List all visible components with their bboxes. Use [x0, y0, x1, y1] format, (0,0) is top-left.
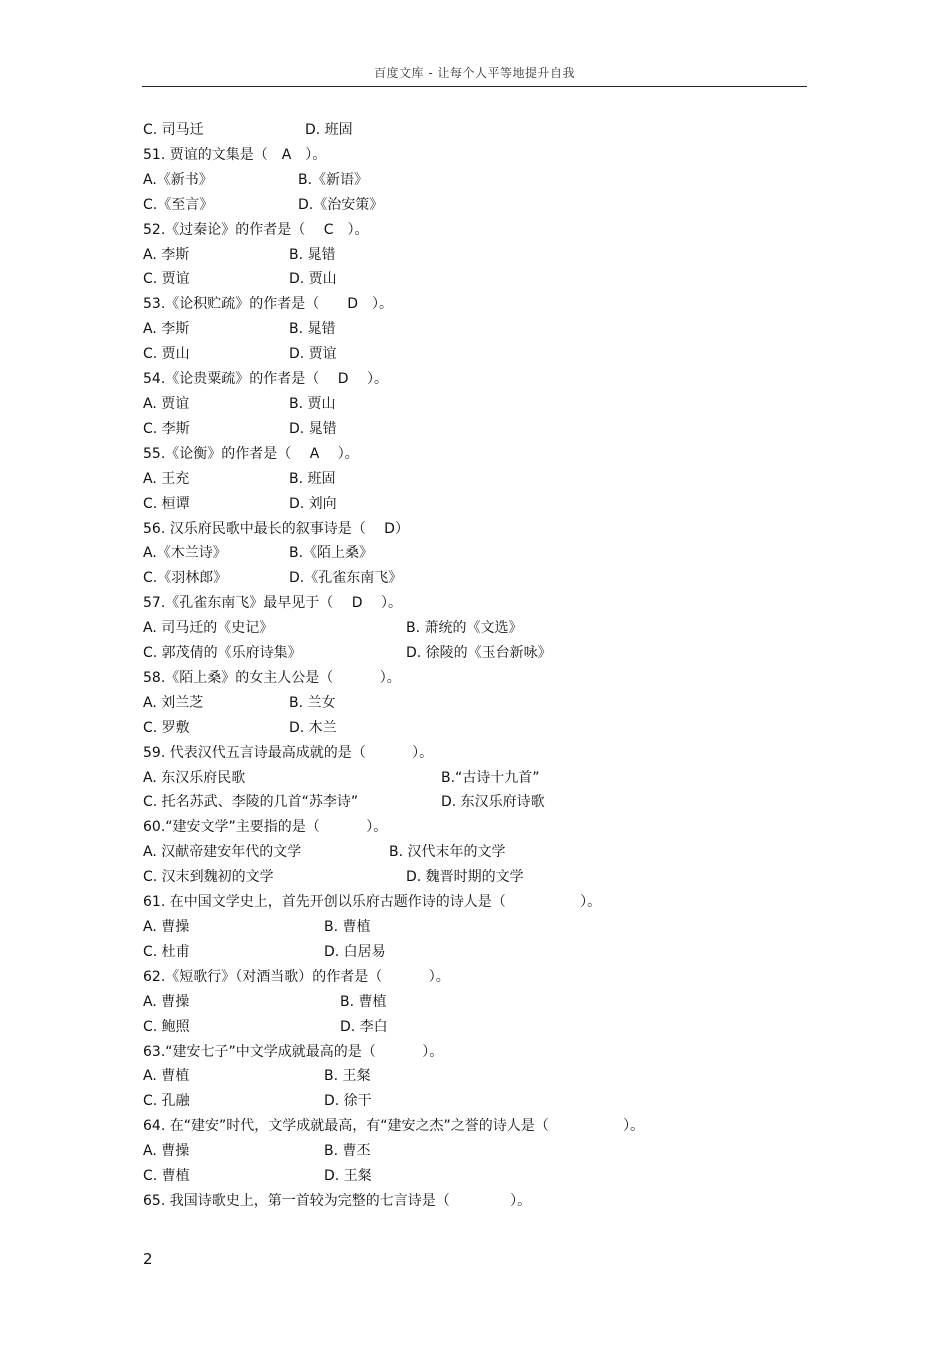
line-text: A. 贾谊: [143, 395, 190, 412]
question-line: [143, 442, 823, 467]
option-text: B. 兰女: [289, 694, 336, 711]
question-line: [143, 392, 823, 417]
line-text: 59. 代表汉代五言诗最高成就的是（ ）。: [143, 744, 434, 761]
option-text: D. 魏晋时期的文学: [406, 869, 524, 886]
question-line: [143, 467, 823, 492]
question-line: [143, 965, 823, 990]
question-line: [143, 1064, 823, 1089]
question-line: [143, 815, 823, 840]
question-line: [143, 890, 823, 915]
option-text: D.《孔雀东南飞》: [289, 570, 403, 587]
question-line: [143, 1089, 823, 1114]
line-text: C. 鲍照: [143, 1018, 190, 1035]
question-line: [143, 243, 823, 268]
option-text: B. 贾山: [289, 395, 336, 412]
line-text: A. 刘兰芝: [143, 694, 204, 711]
header-divider: [142, 86, 807, 87]
line-text: 61. 在中国文学史上，首先开创以乐府古题作诗的诗人是（ ）。: [143, 894, 602, 911]
option-text: D. 木兰: [289, 719, 337, 736]
line-text: A. 司马迁的《史记》: [143, 620, 274, 637]
question-line: [143, 292, 823, 317]
line-text: A. 曹操: [143, 1143, 190, 1160]
question-line: [143, 915, 823, 940]
line-text: 56. 汉乐府民歌中最长的叙事诗是（ D）: [143, 520, 409, 537]
line-text: C. 贾谊: [143, 271, 190, 288]
line-text: C. 曹植: [143, 1168, 190, 1185]
line-text: 64. 在“建安”时代，文学成就最高，有“建安之杰”之誉的诗人是（ ）。: [143, 1118, 645, 1135]
option-text: D. 徐陵的《玉台新咏》: [406, 645, 552, 662]
line-text: 63.“建安七子”中文学成就最高的是（ ）。: [143, 1043, 444, 1060]
question-line: [143, 1164, 823, 1189]
option-text: D. 晁错: [289, 420, 337, 437]
question-line: [143, 168, 823, 193]
line-text: A. 东汉乐府民歌: [143, 769, 246, 786]
line-text: 58.《陌上桑》的女主人公是（ ）。: [143, 669, 401, 686]
line-text: C. 贾山: [143, 346, 190, 363]
line-text: A. 曹操: [143, 919, 190, 935]
line-text: A.《新书》: [143, 171, 213, 188]
option-text: B. 曹丕: [324, 1143, 371, 1160]
line-text: 60.“建安文学”主要指的是（ ）。: [143, 819, 388, 836]
question-line: [143, 143, 823, 168]
option-text: B. 汉代末年的文学: [389, 844, 506, 861]
line-text: C. 罗敷: [143, 719, 190, 736]
line-text: 53.《论积贮疏》的作者是（ D ）。: [143, 296, 394, 313]
line-text: 55.《论衡》的作者是（ A ）。: [143, 445, 359, 462]
question-line: [143, 541, 823, 566]
option-text: B. 萧统的《文选》: [406, 620, 523, 637]
option-text: D. 徐干: [324, 1093, 372, 1110]
option-text: B.《陌上桑》: [289, 545, 374, 562]
line-text: A. 汉献帝建安年代的文学: [143, 844, 302, 861]
line-text: 54.《论贵粟疏》的作者是（ D ）。: [143, 371, 388, 388]
option-text: D. 贾山: [289, 271, 337, 288]
question-line: [143, 367, 823, 392]
option-text: B. 曹植: [340, 993, 387, 1010]
question-line: [143, 591, 823, 616]
page-header: 百度文库 - 让每个人平等地提升自我: [374, 66, 575, 80]
line-text: C.《至言》: [143, 196, 214, 213]
option-text: D. 贾谊: [289, 346, 337, 363]
line-text: A. 李斯: [143, 246, 190, 263]
option-text: D. 李白: [340, 1018, 388, 1035]
line-text: 51. 贾谊的文集是（ A ）。: [143, 146, 327, 163]
question-line: [143, 691, 823, 716]
question-line: [143, 1189, 823, 1214]
line-text: A. 王充: [143, 470, 190, 487]
option-text: B. 班固: [289, 470, 336, 487]
question-line: [143, 641, 823, 666]
question-line: [143, 616, 823, 641]
question-line: [143, 716, 823, 741]
option-text: B. 王粲: [324, 1068, 371, 1085]
question-line: [143, 741, 823, 766]
question-line: [143, 193, 823, 218]
line-text: C. 李斯: [143, 420, 190, 437]
question-line: [143, 566, 823, 591]
line-text: C.《羽林郎》: [143, 570, 228, 587]
option-text: B.《新语》: [298, 171, 369, 188]
option-text: D.《治安策》: [298, 196, 384, 213]
question-line: [143, 1015, 823, 1040]
option-text: D. 东汉乐府诗歌: [441, 794, 545, 811]
option-text: D. 刘向: [289, 495, 337, 512]
line-text: C. 司马迁: [143, 122, 204, 138]
line-text: C. 桓谭: [143, 495, 190, 512]
question-line: [143, 267, 823, 292]
question-line: [143, 118, 823, 143]
option-text: D. 王粲: [324, 1168, 372, 1185]
question-line: [143, 1040, 823, 1065]
question-line: [143, 990, 823, 1015]
option-text: D. 白居易: [324, 943, 386, 960]
line-text: A.《木兰诗》: [143, 545, 227, 562]
line-text: C. 孔融: [143, 1093, 190, 1110]
question-line: [143, 790, 823, 815]
question-line: [143, 517, 823, 542]
option-text: B.“古诗十九首”: [441, 769, 540, 786]
question-line: [143, 766, 823, 791]
question-line: [143, 417, 823, 442]
option-text: B. 晁错: [289, 321, 336, 338]
line-text: C. 汉末到魏初的文学: [143, 869, 274, 886]
option-text: B. 晁错: [289, 246, 336, 263]
line-text: C. 托名苏武、李陵的几首“苏李诗”: [143, 794, 359, 811]
line-text: C. 郭茂倩的《乐府诗集》: [143, 645, 302, 662]
line-text: 62.《短歌行》（对酒当歌）的作者是（ ）。: [143, 968, 450, 985]
line-text: 65. 我国诗歌史上，第一首较为完整的七言诗是（ ）。: [143, 1192, 532, 1209]
question-line: [143, 940, 823, 965]
question-line: [143, 218, 823, 243]
option-text: D. 班固: [305, 122, 353, 138]
page-number: 2: [143, 1250, 153, 1268]
question-line: [143, 1139, 823, 1164]
line-text: 57.《孔雀东南飞》最早见于（ D ）。: [143, 595, 402, 612]
question-line: [143, 1114, 823, 1139]
line-text: A. 李斯: [143, 321, 190, 338]
question-line: [143, 865, 823, 890]
line-text: C. 杜甫: [143, 943, 190, 960]
question-line: [143, 342, 823, 367]
question-list: [143, 118, 823, 1214]
line-text: A. 曹植: [143, 1068, 190, 1085]
line-text: A. 曹操: [143, 993, 190, 1010]
question-line: [143, 666, 823, 691]
line-text: 52.《过秦论》的作者是（ C ）。: [143, 221, 369, 238]
question-line: [143, 492, 823, 517]
option-text: B. 曹植: [324, 919, 371, 935]
question-line: [143, 840, 823, 865]
question-line: [143, 317, 823, 342]
